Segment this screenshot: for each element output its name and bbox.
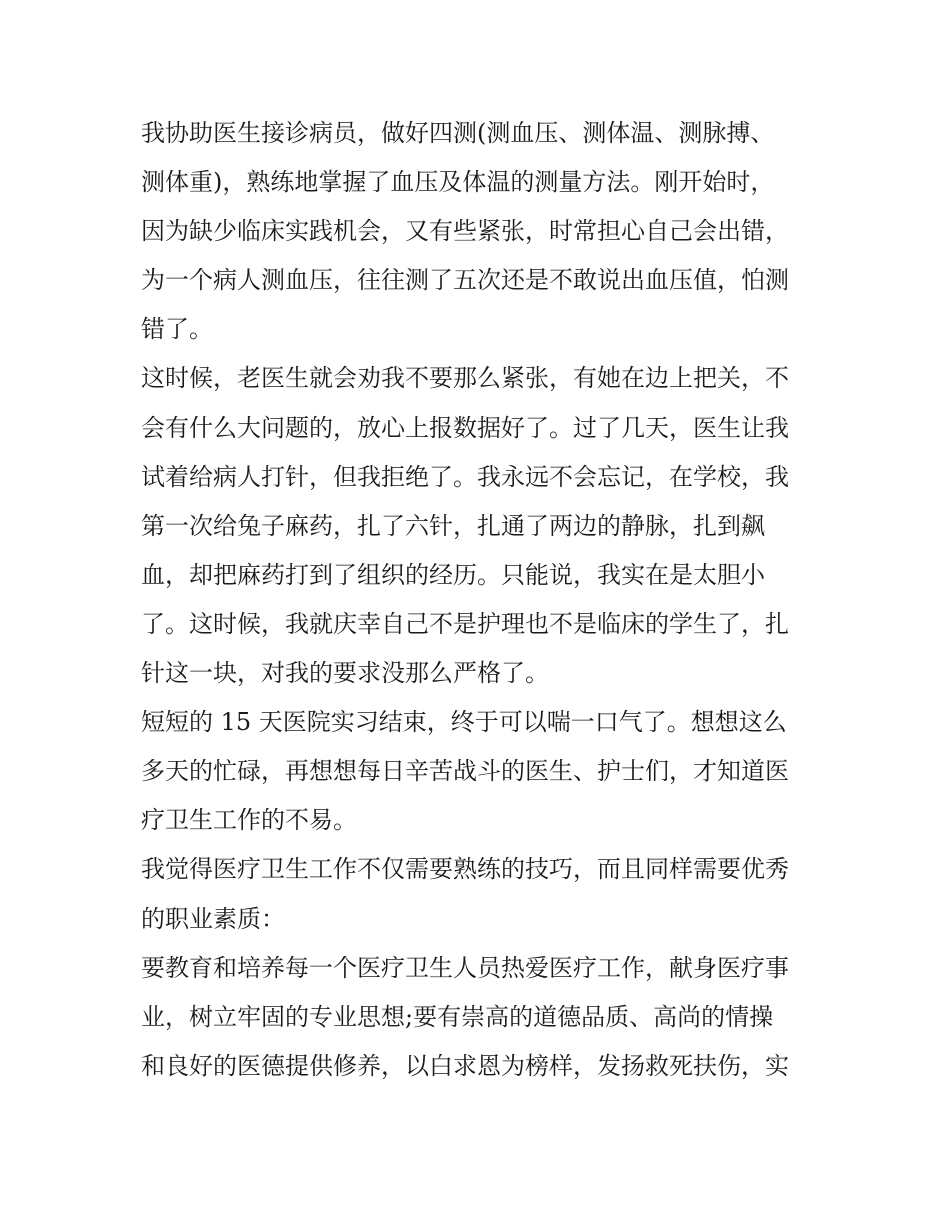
text-line: 测体重)，熟练地掌握了血压及体温的测量方法。刚开始时， [141, 168, 775, 197]
text-line: 试着给病人打针，但我拒绝了。我永远不会忘记，在学校，我 [141, 462, 789, 491]
text-line: 错了。 [141, 315, 213, 344]
paragraph-internship-end [141, 698, 821, 845]
text-line: 了。这时候，我就庆幸自己不是护理也不是临床的学生了，扎 [141, 609, 789, 638]
text-line: 短短的 15 天医院实习结束，终于可以喘一口气了。想想这么 [141, 708, 787, 737]
text-line: 我觉得医疗卫生工作不仅需要熟练的技巧，而且同样需要优秀 [141, 855, 789, 884]
text-line: 和良好的医德提供修养，以白求恩为榜样，发扬救死扶伤，实 [141, 1051, 789, 1080]
text-line: 为一个病人测血压，往往测了五次还是不敢说出血压值，怕测 [141, 266, 789, 295]
paragraph-blood-pressure [141, 109, 821, 354]
text-line: 疗卫生工作的不易。 [141, 806, 357, 835]
paragraph-professional-quality [141, 845, 821, 943]
text-line: 第一次给兔子麻药，扎了六针，扎通了两边的静脉，扎到飙 [141, 511, 765, 540]
paragraph-education [141, 944, 821, 1091]
text-line: 这时候，老医生就会劝我不要那么紧张，有她在边上把关，不 [141, 364, 789, 393]
text-line: 血，却把麻药打到了组织的经历。只能说，我实在是太胆小 [141, 560, 765, 589]
text-line: 多天的忙碌，再想想每日辛苦战斗的医生、护士们，才知道医 [141, 757, 789, 786]
paragraph-injection [141, 354, 821, 698]
text-line: 要教育和培养每一个医疗卫生人员热爱医疗工作，献身医疗事 [141, 953, 789, 982]
text-line: 因为缺少临床实践机会，又有些紧张，时常担心自己会出错， [141, 217, 789, 246]
text-line: 针这一块，对我的要求没那么严格了。 [141, 659, 549, 688]
text-line: 我协助医生接诊病员，做好四测(测血压、测体温、测脉搏、 [141, 119, 775, 147]
text-line: 的职业素质： [141, 904, 285, 933]
document-body [141, 109, 821, 1091]
text-line: 会有什么大问题的，放心上报数据好了。过了几天，医生让我 [141, 413, 789, 442]
text-line: 业，树立牢固的专业思想;要有崇高的道德品质、高尚的情操 [141, 1002, 774, 1031]
